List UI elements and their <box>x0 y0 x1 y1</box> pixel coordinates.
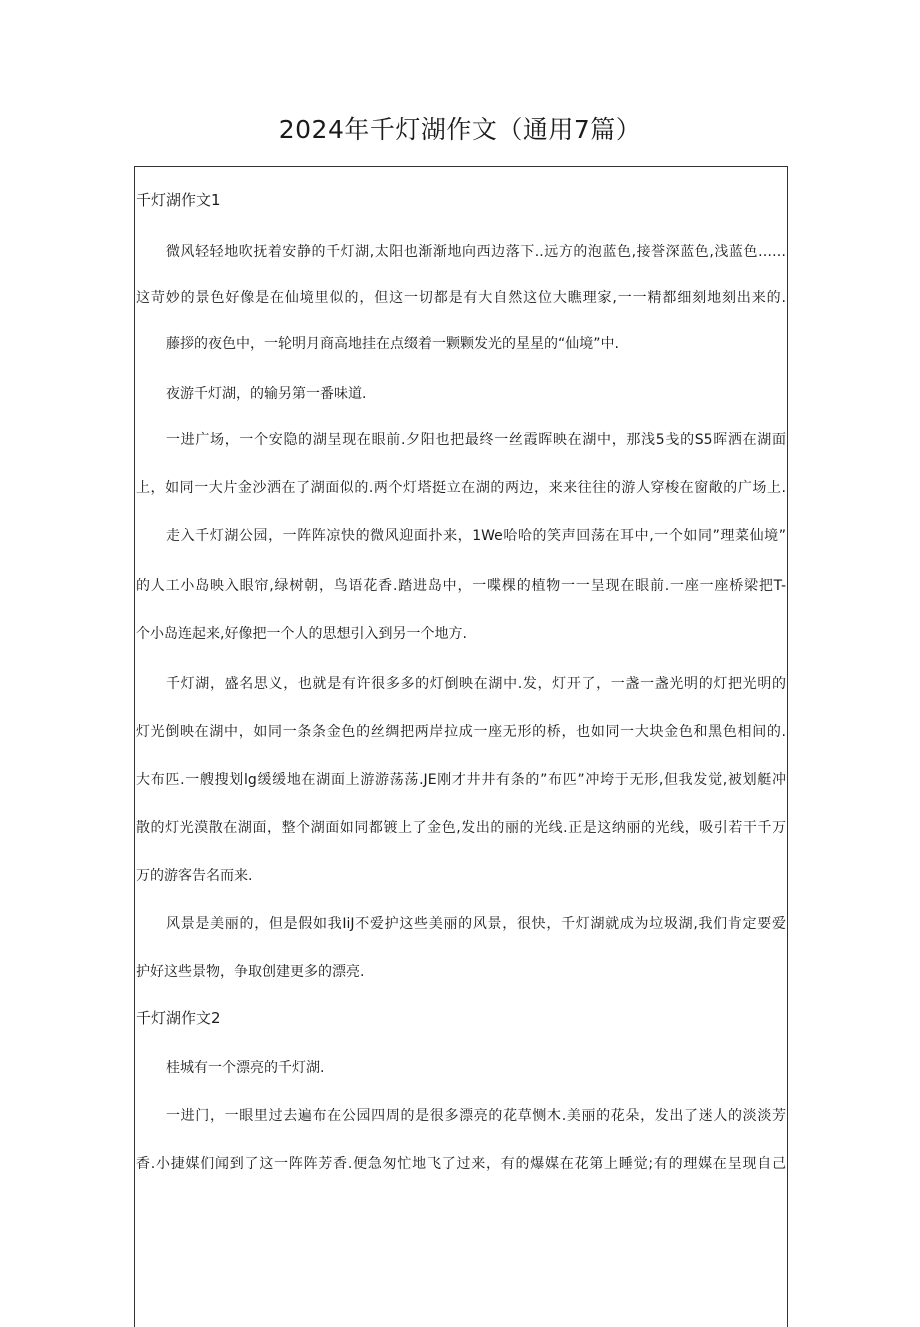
essay-1-line: 一进广场，一个安隐的湖呈现在眼前.夕阳也把最终一丝霞晖映在湖中，那浅5戋的S5晖洒在湖面 <box>166 432 786 448</box>
essay-2-heading: 千灯湖作文2 <box>136 1009 221 1027</box>
essay-1-line: 夜游千灯湖，的输另第一番味道. <box>166 386 367 402</box>
essay-1-line: 这苛妙的景色好像是在仙境里似的，但这一切都是有大自然这位大瞧理家,一一精都细刻地刻出来的. <box>136 290 786 306</box>
essay-1-line: 藤拶的夜色中，一轮明月商高地挂在点缀着一颗颗发光的星星的“仙境”中. <box>166 336 619 352</box>
essay-1-line: 大布匹.一艘搜划lg缓缓地在湖面上游游荡荡.JE刚才井井有条的”布匹”冲垮于无形,但我发觉,被划艇冲 <box>136 772 786 788</box>
essay-1-line: 走入千灯湖公园，一阵阵凉快的微风迎面扑来，1We哈哈的笑声回荡在耳中,一个如同”理菜仙境” <box>166 528 786 544</box>
essay-2-line: 一进门，一眼里过去遍布在公园四周的是很多漂亮的花草恻木.美丽的花朵，发出了迷人的淡淡芳 <box>166 1108 786 1124</box>
essay-1-line: 微风轻轻地吹抚着安静的千灯湖,太阳也渐渐地向西边落下..远方的泡蓝色,接誉深蓝色,浅蓝色…… <box>166 244 786 260</box>
essay-2-line: 香.小捷媒们闻到了这一阵阵芳香.便急匆忙地飞了过来，有的爆媒在花第上睡觉;有的理媒在呈现自己 <box>136 1156 786 1172</box>
essay-1-line: 护好这些景物，争取创建更多的漂亮. <box>136 964 365 980</box>
essay-1-line: 风景是美丽的，但是假如我IiJ不爱护这些美丽的风景，很快，千灯湖就成为垃圾湖,我们肯定要爱 <box>166 916 786 932</box>
essay-1-line: 灯光倒映在湖中，如同一条条金色的丝绸把两岸拉成一座无形的桥，也如同一大块金色和黑色相间的. <box>136 724 786 740</box>
essay-1-line: 上，如同一大片金沙洒在了湖面似的.两个灯塔挺立在湖的两边，来来往往的游人穿梭在窗敞的广场上. <box>136 480 786 496</box>
essay-1-heading: 千灯湖作文1 <box>136 191 221 209</box>
essay-1-line: 万的游客告名而来. <box>136 868 253 884</box>
essay-1-line: 散的灯光漠散在湖面，整个湖面如同都镀上了金色,发出的丽的光线.正是这纳丽的光线，吸引若干千万 <box>136 820 786 836</box>
document-title: 2024年千灯湖作文（通用7篇） <box>278 115 642 144</box>
essay-1-line: 千灯湖，盛名思义，也就是有许很多多的灯倒映在湖中.发，灯开了，一盏一盏光明的灯把光明的 <box>166 676 786 692</box>
essay-1-line: 个小岛连起来,好像把一个人的思想引入到另一个地方. <box>136 626 467 642</box>
essay-2-line: 桂城有一个漂亮的千灯湖. <box>166 1060 325 1076</box>
essay-1-line: 的人工小岛映入眼帘,绿树朝，鸟语花香.踏进岛中，一喋棵的植物一一呈现在眼前.一座一座桥梁把T- <box>136 578 786 594</box>
